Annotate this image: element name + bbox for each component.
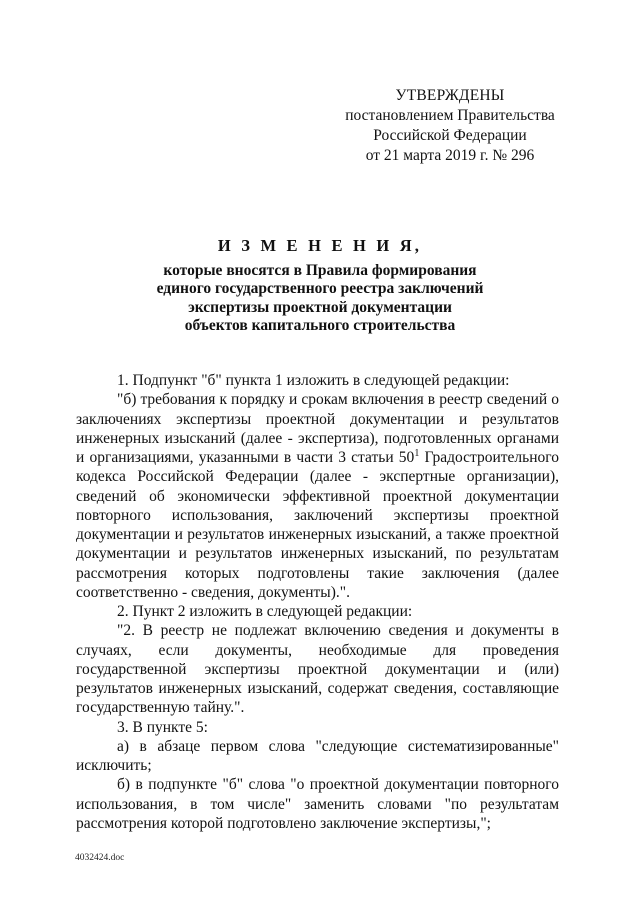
paragraph-1: 1. Подпункт "б" пункта 1 изложить в следующей редакции: <box>117 372 510 389</box>
paragraph-3: 2. Пункт 2 изложить в следующей редакции: <box>117 603 413 620</box>
paragraph-2-part-b: Градостроительного кодекса Российской Федерации (далее - экспертные организации), сведений об экономически эффективной проектной документации повторного использования, заключений экспертизы проектной документации и результатов инженерных изысканий, а также проектной документации и результатов инженерных изысканий, по результатам рассмотрения которых подготовлены такие заключения (далее соответственно - сведения, документы).". <box>76 449 559 601</box>
approval-line-2: Российской Федерации <box>373 127 527 144</box>
paragraph-7: б) в подпункте "б" слова "о проектной документации повторного использования, в том числе" заменить словами "по результатам рассмотрения которой подготовлено заключение экспертизы,"; <box>76 776 559 832</box>
approval-stamp <box>320 86 580 166</box>
paragraph-2 <box>76 390 559 602</box>
subtitle-line-2: единого государственного реестра заключений <box>156 280 484 298</box>
paragraph-5: 3. В пункте 5: <box>117 718 208 736</box>
approval-heading: УТВЕРЖДЕНЫ <box>395 87 505 104</box>
paragraph-4: "2. В реестр не подлежат включению сведения и документы в случаях, если документы, необходимые для проведения государственной экспертизы проектной документации и (или) результатов инженерных изысканий, содержат сведения, составляющие государственную тайну.". <box>76 622 559 717</box>
file-reference: 4032424.doc <box>75 853 125 863</box>
subtitle-line-4: объектов капитального строительства <box>184 316 456 334</box>
approval-line-3: от 21 марта 2019 г. № 296 <box>365 147 535 164</box>
subtitle-line-1: которые вносятся в Правила формирования <box>163 262 477 279</box>
superscript-article-number: 1 <box>414 448 420 459</box>
document-title: И З М Е Н Е Н И Я, <box>217 236 423 255</box>
document-subtitle <box>120 262 520 335</box>
approval-line-1: постановлением Правительства <box>345 107 555 124</box>
paragraph-6: а) в абзаце первом слова "следующие систематизированные" исключить; <box>76 737 559 774</box>
document-body <box>76 371 559 833</box>
subtitle-line-3: экспертизы проектной документации <box>188 298 452 316</box>
paragraph-2-part-a: "б) требования к порядку и срокам включения в реестр сведений о заключениях экспертизы проектной документации и результатов инженерных изысканий (далее - экспертиза), подготовленных органами и организациями, указанными в части 3 статьи 50 <box>76 391 559 466</box>
